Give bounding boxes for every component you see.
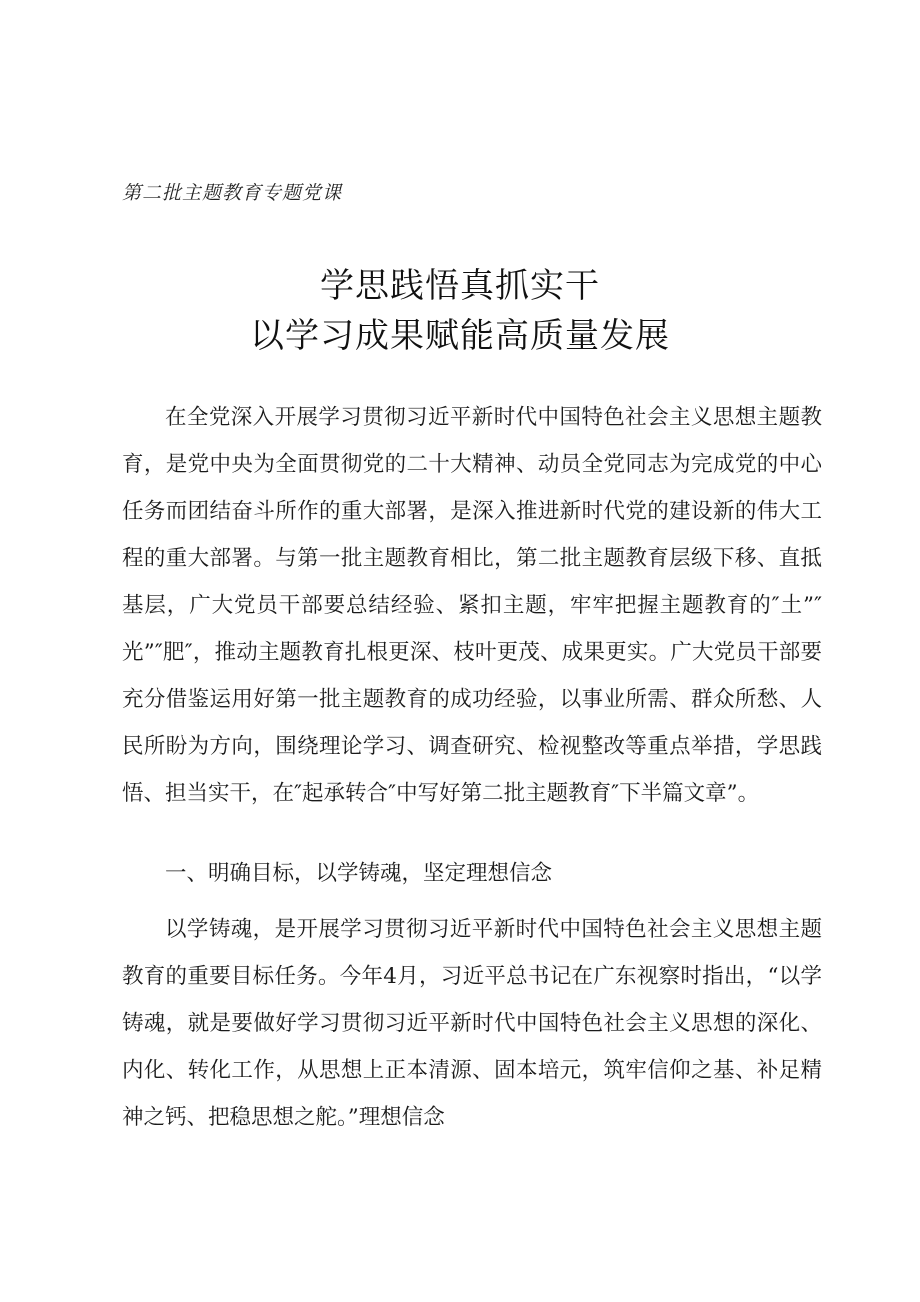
body-paragraph-1: 在全党深入开展学习贯彻习近平新时代中国特色社会主义思想主题教育，是党中央为全面贯彻党的二十大精神、动员全党同志为完成党的中心任务而团结奋斗所作的重大部署，是深入推进新时代党的建设新的伟大工程的重大部署。与第一批主题教育相比，第二批主题教育层级下移、直抵基层，广大党员干部要总结经验、紧扣主题，牢牢把握主题教育的″土”″光”″肥″，推动主题教育扎根更深、枝叶更茂、成果更实。广大党员干部要充分借鉴运用好第一批主题教育的成功经验，以事业所需、群众所愁、人民所盼为方向，围绕理论学习、调查研究、检视整改等重点举措，学思践悟、担当实干，在″起承转合″中写好第二批主题教育″下半篇文章”。 — [122, 405, 822, 806]
section-heading-1: 一、明确目标，以学铸魂，坚定理想信念 — [165, 861, 553, 886]
document-title-line-1: 学思践悟真抓实干 — [320, 266, 600, 306]
document-title-line-2: 以学习成果赋能高质量发展 — [250, 316, 670, 356]
body-paragraph-2: 以学铸魂，是开展学习贯彻习近平新时代中国特色社会主义思想主题教育的重要目标任务。今年4月，习近平总书记在广东视察时指出，“以学铸魂，就是要做好学习贯彻习近平新时代中国特色社会主义思想的深化、内化、转化工作，从思想上正本清源、固本培元，筑牢信仰之基、补足精神之钙、把稳思想之舵。”理想信念 — [122, 917, 822, 1130]
document-kicker: 第二批主题教育专题党课 — [122, 182, 343, 204]
